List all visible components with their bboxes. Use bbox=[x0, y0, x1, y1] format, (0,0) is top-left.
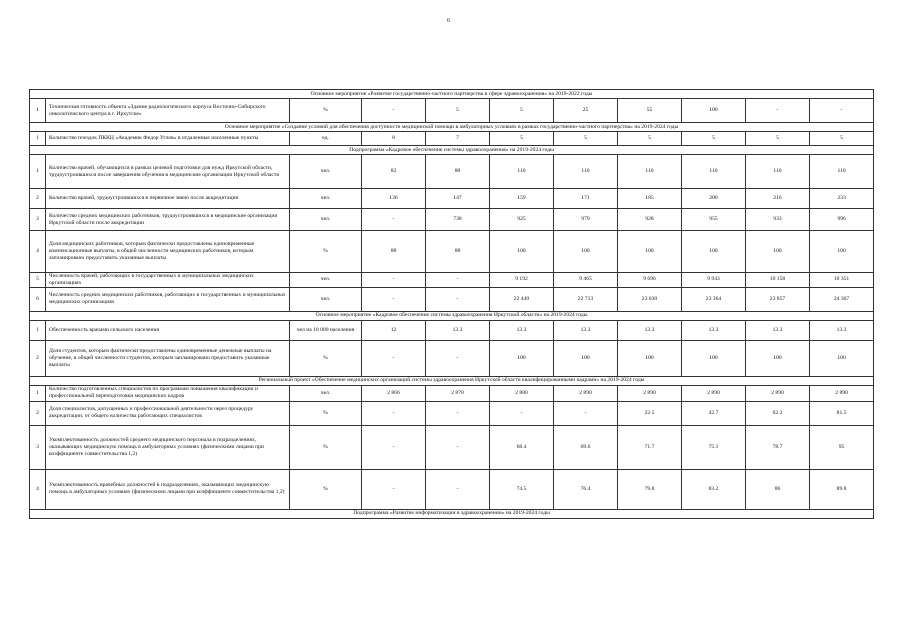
indicator-name: Доля специалистов, допущенных к профессиональной деятельности через процедуру аккредитации, от общего количества работающих специалистов bbox=[46, 401, 290, 425]
value-cell: 100 bbox=[682, 231, 746, 273]
value-cell: 82 bbox=[362, 155, 426, 189]
value-cell: - bbox=[426, 425, 490, 469]
value-cell: - bbox=[362, 209, 426, 231]
indicator-name: Доля студентов, которым фактически предоставлены единовременные денежные выплаты на обучение, в общей численности студентов, которым запланировано предоставить указанные выплаты bbox=[46, 340, 290, 376]
value-cell: 74.5 bbox=[490, 469, 554, 509]
indicator-name: Доля медицинских работников, которым фактически предоставлены единовременные компенсационные выплаты, в общей численности медицинских работников, которым запланировано предоставить указанные выплаты bbox=[46, 231, 290, 273]
section-title bbox=[30, 123, 874, 132]
value-cell: 5 bbox=[490, 132, 554, 146]
indicator-name: Численность врачей, работающих в государственных и муниципальных медицинских организациях bbox=[46, 273, 290, 288]
row-number: 1 bbox=[30, 132, 46, 146]
value-cell: 13.3 bbox=[682, 320, 746, 340]
value-cell: 83.2 bbox=[682, 469, 746, 509]
value-cell: 68.4 bbox=[490, 425, 554, 469]
value-cell: 12 bbox=[362, 320, 426, 340]
value-cell: 10 158 bbox=[746, 273, 810, 288]
value-cell: 110 bbox=[490, 155, 554, 189]
value-cell: 110 bbox=[746, 155, 810, 189]
value-cell: - bbox=[362, 99, 426, 123]
indicator-name: Техническая готовность объекта «Здание радиологического корпуса Восточно-Сибирского онкологического центра в г. Иркутске» bbox=[46, 99, 290, 123]
value-cell: 100 bbox=[618, 231, 682, 273]
unit-cell: чел на 10 000 населения bbox=[290, 320, 362, 340]
value-cell: 100 bbox=[490, 340, 554, 376]
value-cell: 88 bbox=[426, 231, 490, 273]
value-cell: - bbox=[362, 425, 426, 469]
section-header-row bbox=[30, 376, 874, 385]
value-cell: - bbox=[362, 340, 426, 376]
table-row bbox=[30, 287, 874, 311]
section-title bbox=[30, 90, 874, 99]
value-cell: - bbox=[426, 287, 490, 311]
section-title-text: Региональный проект «Обеспечение медицинских организаций системы здравоохранения Иркутской области квалифицированными кадрами» на 2019-2024 годы bbox=[258, 377, 645, 384]
section-header-row bbox=[30, 509, 874, 518]
value-cell: 171 bbox=[554, 189, 618, 209]
indicator-name: Обеспеченность врачами сельского населения bbox=[46, 320, 290, 340]
indicator-name: Укомплектованность врачебных должностей в подразделениях, оказывающих медицинскую помощь в амбулаторных условиях (физическими лицами при коэффициенте совместительства 1,2) bbox=[46, 469, 290, 509]
value-cell: - bbox=[426, 340, 490, 376]
table-row bbox=[30, 273, 874, 288]
value-cell: 55 bbox=[618, 99, 682, 123]
unit-cell: % bbox=[290, 425, 362, 469]
value-cell: 110 bbox=[618, 155, 682, 189]
value-cell: 100 bbox=[810, 231, 874, 273]
value-cell: 5 bbox=[426, 99, 490, 123]
value-cell: 13.3 bbox=[618, 320, 682, 340]
value-cell: 13.3 bbox=[490, 320, 554, 340]
value-cell: 2 870 bbox=[426, 385, 490, 401]
value-cell: 7 bbox=[426, 132, 490, 146]
value-cell: 2 866 bbox=[362, 385, 426, 401]
value-cell: 23 364 bbox=[682, 287, 746, 311]
row-number: 2 bbox=[30, 189, 46, 209]
indicator-name: Количество поездок ПККЦ «Академик Федор Углов» в отдаленные населенные пункты bbox=[46, 132, 290, 146]
value-cell: 23 030 bbox=[618, 287, 682, 311]
value-cell: 159 bbox=[490, 189, 554, 209]
row-number: 4 bbox=[30, 469, 46, 509]
value-cell: 100 bbox=[810, 340, 874, 376]
value-cell: 24 367 bbox=[810, 287, 874, 311]
unit-cell: % bbox=[290, 340, 362, 376]
value-cell: 147 bbox=[426, 189, 490, 209]
section-header-row bbox=[30, 123, 874, 132]
value-cell: 13.3 bbox=[746, 320, 810, 340]
value-cell: 22 449 bbox=[490, 287, 554, 311]
value-cell: 100 bbox=[554, 231, 618, 273]
value-cell: 2 880 bbox=[490, 385, 554, 401]
value-cell: 2 890 bbox=[618, 385, 682, 401]
value-cell: 9 943 bbox=[682, 273, 746, 288]
value-cell: 9 192 bbox=[490, 273, 554, 288]
table-row bbox=[30, 469, 874, 509]
value-cell: 100 bbox=[746, 340, 810, 376]
value-cell: 13.3 bbox=[426, 320, 490, 340]
section-title-text: Основное мероприятие «Развитие государственно-частного партнерства в сфере здравоохранения» на 2019-2022 годы bbox=[310, 90, 593, 97]
value-cell: 100 bbox=[682, 340, 746, 376]
value-cell: 2 890 bbox=[746, 385, 810, 401]
value-cell: 22 713 bbox=[554, 287, 618, 311]
section-title bbox=[30, 509, 874, 518]
value-cell: 80 bbox=[426, 155, 490, 189]
row-number: 5 bbox=[30, 273, 46, 288]
value-cell: 100 bbox=[682, 99, 746, 123]
section-title bbox=[30, 146, 874, 155]
value-cell: - bbox=[426, 273, 490, 288]
value-cell: 996 bbox=[810, 209, 874, 231]
value-cell: 75.1 bbox=[682, 425, 746, 469]
value-cell: 100 bbox=[554, 340, 618, 376]
value-cell: 136 bbox=[362, 189, 426, 209]
value-cell: - bbox=[362, 401, 426, 425]
value-cell: 69.6 bbox=[554, 425, 618, 469]
section-title-text: Основное мероприятие «Создание условий для обеспечения доступности медицинской помощи в амбулаторных условиях в рамках государственно-частного партнерства» на 2019-2024 годы bbox=[224, 123, 679, 130]
table-row bbox=[30, 231, 874, 273]
row-number: 1 bbox=[30, 155, 46, 189]
value-cell: 9 465 bbox=[554, 273, 618, 288]
row-number: 3 bbox=[30, 425, 46, 469]
row-number: 4 bbox=[30, 231, 46, 273]
value-cell: 79.8 bbox=[618, 469, 682, 509]
indicator-name: Укомплектованность должностей среднего медицинского персонала в подразделениях, оказывающих медицинскую помощь в амбулаторных условиях (физическими лицами при коэффициенте совместительства 1,2) bbox=[46, 425, 290, 469]
value-cell: 9 696 bbox=[618, 273, 682, 288]
unit-cell: чел. bbox=[290, 385, 362, 401]
section-header-row bbox=[30, 90, 874, 99]
table-row bbox=[30, 209, 874, 231]
value-cell: 62.3 bbox=[746, 401, 810, 425]
value-cell: 25 bbox=[554, 99, 618, 123]
table-row bbox=[30, 189, 874, 209]
value-cell: 933 bbox=[746, 209, 810, 231]
value-cell: 955 bbox=[682, 209, 746, 231]
value-cell: 5 bbox=[490, 99, 554, 123]
unit-cell: % bbox=[290, 401, 362, 425]
value-cell: 5 bbox=[682, 132, 746, 146]
value-cell: 925 bbox=[490, 209, 554, 231]
value-cell: 5 bbox=[746, 132, 810, 146]
value-cell: 42.7 bbox=[682, 401, 746, 425]
unit-cell: ед. bbox=[290, 132, 362, 146]
value-cell: - bbox=[746, 99, 810, 123]
indicators-table bbox=[29, 89, 874, 519]
value-cell: 100 bbox=[746, 231, 810, 273]
value-cell: 110 bbox=[682, 155, 746, 189]
value-cell: 5 bbox=[618, 132, 682, 146]
row-number: 1 bbox=[30, 99, 46, 123]
value-cell: 233 bbox=[810, 189, 874, 209]
value-cell: 13.3 bbox=[554, 320, 618, 340]
indicator-name: Количество подготовленных специалистов по программам повышения квалификации и профессиональной переподготовки медицинских кадров bbox=[46, 385, 290, 401]
value-cell: 8 bbox=[362, 132, 426, 146]
value-cell: 738 bbox=[426, 209, 490, 231]
unit-cell: чел. bbox=[290, 189, 362, 209]
unit-cell: чел. bbox=[290, 209, 362, 231]
value-cell: 5 bbox=[554, 132, 618, 146]
table-row bbox=[30, 385, 874, 401]
table-row bbox=[30, 401, 874, 425]
table-row bbox=[30, 132, 874, 146]
indicator-name: Количество врачей, трудоустроившихся в первичное звено после аккредитации bbox=[46, 189, 290, 209]
value-cell: - bbox=[362, 287, 426, 311]
value-cell: - bbox=[554, 401, 618, 425]
indicator-name: Количество врачей, обучающихся в рамках целевой подготовки для нужд Иркутской области, трудоустроившихся после завершения обучения в медицинские организации Иркутской области bbox=[46, 155, 290, 189]
table-row bbox=[30, 99, 874, 123]
indicator-name: Численность средних медицинских работников, работающих в государственных и муниципальных медицинских организациях bbox=[46, 287, 290, 311]
row-number: 1 bbox=[30, 320, 46, 340]
value-cell: 100 bbox=[490, 231, 554, 273]
value-cell: 979 bbox=[554, 209, 618, 231]
value-cell: - bbox=[426, 469, 490, 509]
row-number: 6 bbox=[30, 287, 46, 311]
value-cell: - bbox=[362, 273, 426, 288]
value-cell: 5 bbox=[810, 132, 874, 146]
value-cell: 2 890 bbox=[682, 385, 746, 401]
unit-cell: % bbox=[290, 99, 362, 123]
unit-cell: % bbox=[290, 231, 362, 273]
value-cell: 71.7 bbox=[618, 425, 682, 469]
value-cell: 185 bbox=[618, 189, 682, 209]
section-title-text: Подпрограмма «Кадровое обеспечение системы здравоохранения» на 2019-2024 годы bbox=[349, 146, 554, 153]
value-cell: - bbox=[362, 469, 426, 509]
value-cell: - bbox=[426, 401, 490, 425]
table-row bbox=[30, 155, 874, 189]
value-cell: 76.4 bbox=[554, 469, 618, 509]
value-cell: 110 bbox=[810, 155, 874, 189]
value-cell: 95 bbox=[810, 425, 874, 469]
value-cell: 88 bbox=[362, 231, 426, 273]
value-cell: 200 bbox=[682, 189, 746, 209]
value-cell: 78.7 bbox=[746, 425, 810, 469]
unit-cell: чел. bbox=[290, 273, 362, 288]
value-cell: 13.3 bbox=[810, 320, 874, 340]
value-cell: 216 bbox=[746, 189, 810, 209]
value-cell: 86 bbox=[746, 469, 810, 509]
unit-cell: % bbox=[290, 469, 362, 509]
value-cell: 2 890 bbox=[810, 385, 874, 401]
section-title bbox=[30, 311, 874, 320]
value-cell: - bbox=[810, 99, 874, 123]
value-cell: 89.8 bbox=[810, 469, 874, 509]
page-number: 6 bbox=[447, 18, 450, 24]
value-cell: 23 857 bbox=[746, 287, 810, 311]
row-number: 2 bbox=[30, 401, 46, 425]
indicator-name: Количество средних медицинских работников, трудоустроившихся в медицинские организации Иркутской области после аккредитации bbox=[46, 209, 290, 231]
value-cell: 110 bbox=[554, 155, 618, 189]
table-row bbox=[30, 340, 874, 376]
value-cell: 81.5 bbox=[810, 401, 874, 425]
section-title-text: Основное мероприятие «Кадровое обеспечение системы здравоохранения Иркутской области» на 2019-2024 годы bbox=[315, 312, 588, 319]
section-header-row bbox=[30, 311, 874, 320]
unit-cell: чел. bbox=[290, 287, 362, 311]
section-title-text: Подпрограмма «Развитие информатизации в здравоохранении» на 2019-2024 годы bbox=[353, 510, 550, 517]
value-cell: 10 351 bbox=[810, 273, 874, 288]
value-cell: 2 890 bbox=[554, 385, 618, 401]
unit-cell: чел. bbox=[290, 155, 362, 189]
value-cell: 100 bbox=[618, 340, 682, 376]
section-header-row bbox=[30, 146, 874, 155]
value-cell: 928 bbox=[618, 209, 682, 231]
value-cell: - bbox=[490, 401, 554, 425]
value-cell: 22.5 bbox=[618, 401, 682, 425]
table-row bbox=[30, 320, 874, 340]
table-row bbox=[30, 425, 874, 469]
section-title bbox=[30, 376, 874, 385]
row-number: 3 bbox=[30, 209, 46, 231]
row-number: 2 bbox=[30, 340, 46, 376]
row-number: 1 bbox=[30, 385, 46, 401]
